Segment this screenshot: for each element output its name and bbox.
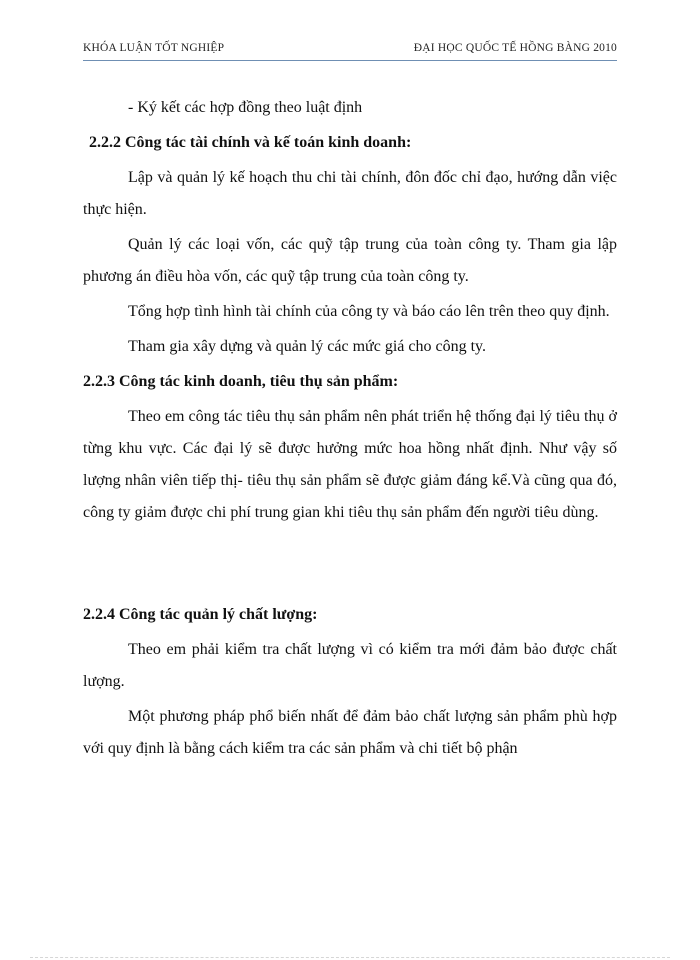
section-heading-2-2-2: 2.2.2 Công tác tài chính và kế toán kinh doanh: <box>89 134 412 151</box>
paragraph: Một phương pháp phổ biến nhất để đảm bảo chất lượng sản phẩm phù hợp với quy định là bằng cách kiểm tra các sản phẩm và chi tiết bộ phận <box>83 708 617 757</box>
header-thesis-label: KHÓA LUẬN TỐT NGHIỆP <box>83 42 225 54</box>
paragraph: Lập và quản lý kế hoạch thu chi tài chính, đôn đốc chỉ đạo, hướng dẫn việc thực hiện. <box>83 169 617 218</box>
paragraph: Quản lý các loại vốn, các quỹ tập trung của toàn công ty. Tham gia lập phương án điều hòa vốn, các quỹ tập trung của toàn công ty. <box>83 236 617 285</box>
paragraph: Theo em phải kiểm tra chất lượng vì có kiểm tra mới đảm bảo được chất lượng. <box>83 641 617 690</box>
document-body <box>83 92 617 765</box>
page-bottom-divider <box>30 957 670 958</box>
header-university-label: ĐẠI HỌC QUỐC TẾ HỒNG BÀNG 2010 <box>413 42 617 54</box>
section-heading-2-2-3: 2.2.3 Công tác kinh doanh, tiêu thụ sản phẩm: <box>83 373 399 390</box>
section-heading-2-2-4: 2.2.4 Công tác quản lý chất lượng: <box>83 606 318 623</box>
intro-bullet-line: - Ký kết các hợp đồng theo luật định <box>128 99 363 116</box>
paragraph: Tham gia xây dựng và quản lý các mức giá cho công ty. <box>128 338 486 355</box>
paragraph: Theo em công tác tiêu thụ sản phẩm nên phát triển hệ thống đại lý tiêu thụ ở từng khu vực. Các đại lý sẽ được hưởng mức hoa hồng nhất định. Như vậy số lượng nhân viên tiếp thị- tiêu thụ sản phẩm sẽ được giảm đáng kể.Và cũng qua đó, công ty giảm được chi phí trung gian khi tiêu thụ sản phẩm đến người tiêu dùng. <box>83 408 617 521</box>
paragraph: Tổng hợp tình hình tài chính của công ty và báo cáo lên trên theo quy định. <box>128 303 610 320</box>
page-header <box>83 38 617 61</box>
